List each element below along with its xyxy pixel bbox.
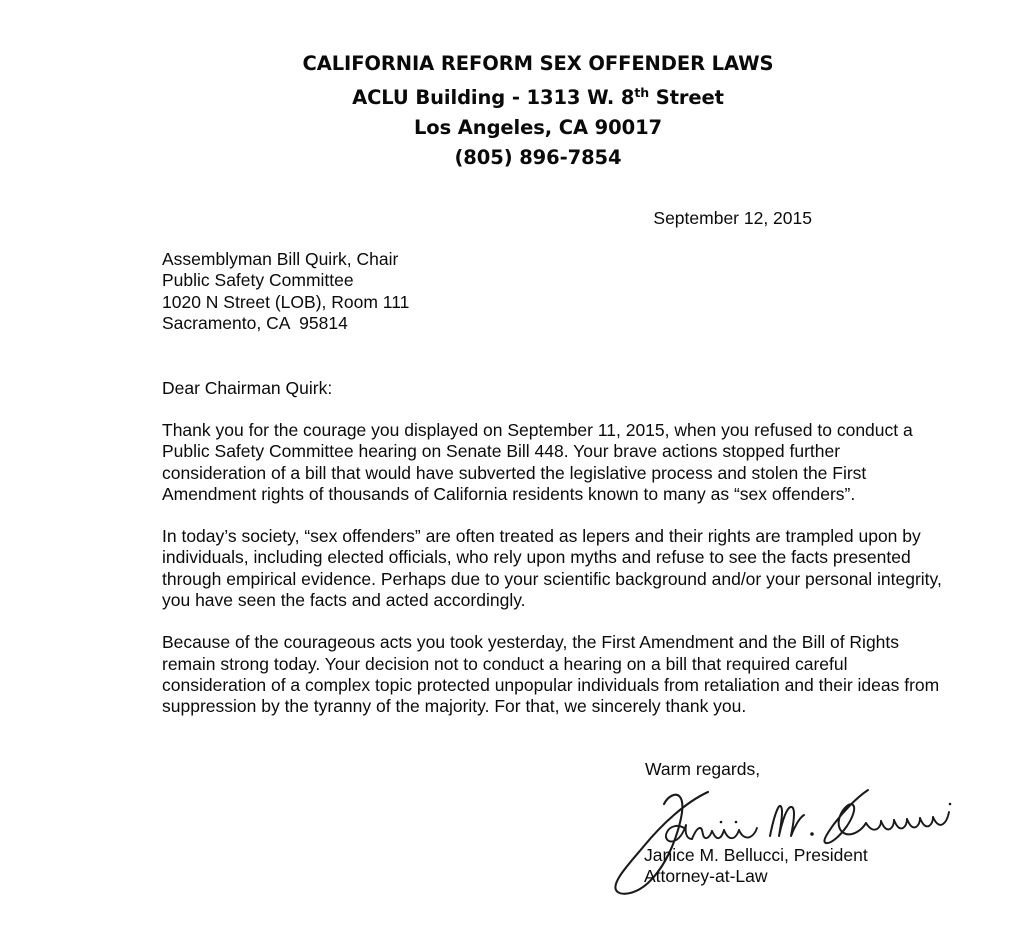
letterhead-street-prefix: ACLU Building - 1313 W. 8 (352, 86, 635, 109)
letterhead (0, 50, 1024, 173)
signature-block (644, 845, 868, 888)
salutation: Dear Chairman Quirk: (162, 378, 333, 398)
letterhead-city-state-zip: Los Angeles, CA 90017 (413, 116, 663, 139)
recipient-name-title: Assemblyman Bill Quirk, Chair (162, 249, 399, 269)
closing-salutation: Warm regards, (645, 759, 761, 779)
signer-name: Janice M. Bellucci, President (644, 845, 868, 865)
recipient-committee: Public Safety Committee (162, 270, 354, 291)
body-paragraph-3: Because of the courageous acts you took yesterday, the First Amendment and the Bill of Rights remain strong today. Your decision not to conduct a hearing on a bill that required careful consideration of a complex topic protected unpopular individuals from retaliation and their ideas from suppression by the tyranny of the majority. For that, we sincerely thank you. (162, 632, 940, 717)
letterhead-street-suffix: Street (649, 86, 724, 109)
recipient-city-state-zip: Sacramento, CA 95814 (162, 313, 348, 334)
letterhead-phone: (805) 896-7854 (454, 146, 622, 169)
letterhead-organization: CALIFORNIA REFORM SEX OFFENDER LAWS (302, 52, 774, 75)
letterhead-street-ordinal: th (634, 85, 650, 100)
recipient-street: 1020 N Street (LOB), Room 111 (162, 291, 410, 312)
body-paragraph-1: Thank you for the courage you displayed on September 11, 2015, when you refused to conduct a Public Safety Committee hearing on Senate Bill 448. Your brave actions stopped further consideration of a bill that would have subverted the legislative process and stolen the First Amendment rights of thousands of California residents known to many as “sex offenders”. (162, 420, 913, 504)
letter-date: September 12, 2015 (653, 208, 812, 228)
recipient-address-block (162, 249, 409, 335)
letter-body (162, 420, 948, 718)
body-paragraph-2: In today’s society, “sex offenders” are often treated as lepers and their rights are trampled upon by individuals, including elected officials, who rely upon myths and refuse to see the facts presented through empirical evidence. Perhaps due to your scientific background and/or your personal integrity, you have seen the facts and acted accordingly. (162, 526, 942, 611)
signer-title: Attorney-at-Law (644, 866, 768, 887)
letterhead-street-address (52, 78, 1024, 113)
